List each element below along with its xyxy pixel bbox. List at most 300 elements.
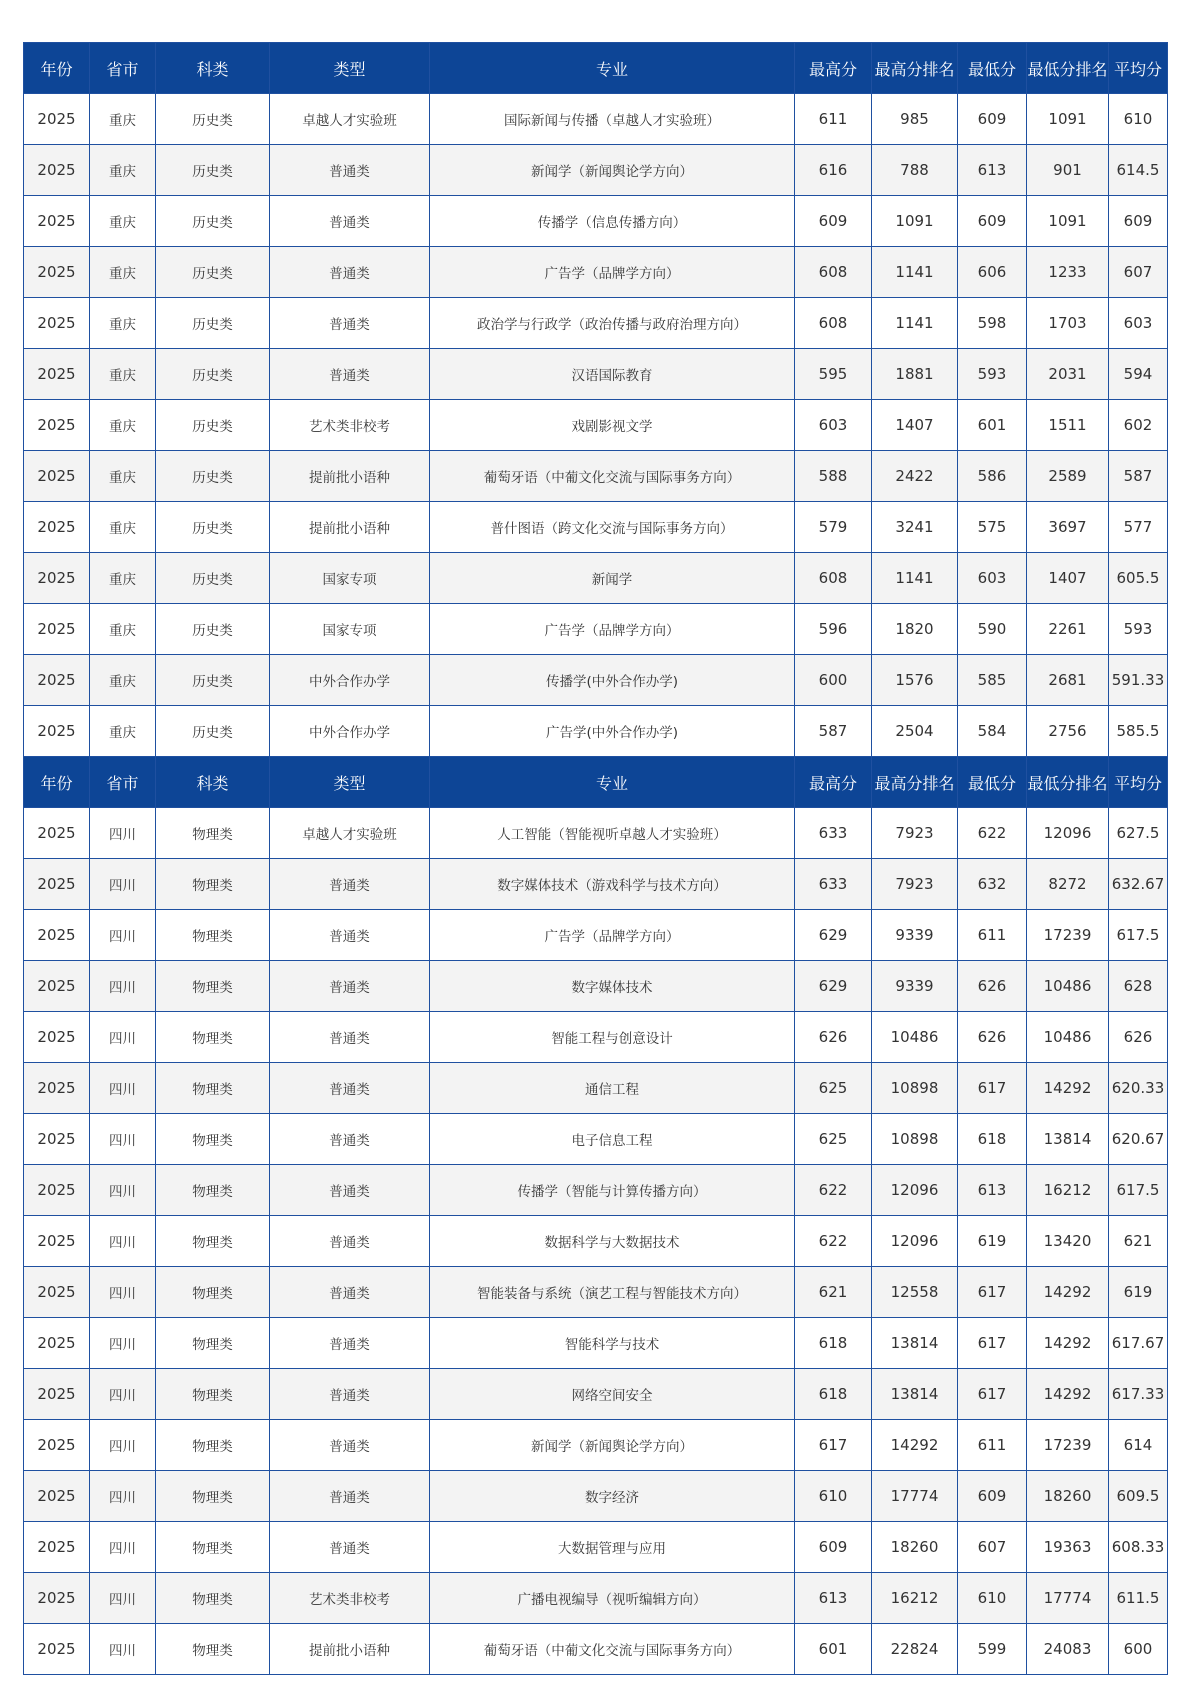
cell-major: 政治学与行政学（政治传播与政府治理方向） (430, 298, 795, 349)
cell-avg-score: 591.33 (1109, 655, 1168, 706)
cell-min-score: 626 (958, 1012, 1027, 1063)
cell-min-rank: 8272 (1027, 859, 1109, 910)
cell-avg-score: 609 (1109, 196, 1168, 247)
header-avg-score: 平均分 (1109, 43, 1168, 94)
cell-year: 2025 (24, 1063, 90, 1114)
cell-subject: 物理类 (156, 1216, 270, 1267)
cell-type: 普通类 (270, 1165, 430, 1216)
cell-year: 2025 (24, 1522, 90, 1573)
cell-max-rank: 10486 (872, 1012, 958, 1063)
table-row (24, 1573, 1168, 1624)
table-header-row (24, 43, 1168, 94)
cell-year: 2025 (24, 1471, 90, 1522)
cell-year: 2025 (24, 1369, 90, 1420)
cell-major: 新闻学（新闻舆论学方向） (430, 1420, 795, 1471)
cell-major: 广告学（品牌学方向） (430, 604, 795, 655)
cell-max-score: 609 (795, 1522, 872, 1573)
cell-type: 提前批小语种 (270, 502, 430, 553)
cell-major: 国际新闻与传播（卓越人才实验班） (430, 94, 795, 145)
cell-major: 大数据管理与应用 (430, 1522, 795, 1573)
table-body (24, 43, 1168, 1675)
cell-min-score: 610 (958, 1573, 1027, 1624)
table-row (24, 1624, 1168, 1675)
cell-type: 普通类 (270, 859, 430, 910)
cell-max-rank: 7923 (872, 859, 958, 910)
cell-min-score: 584 (958, 706, 1027, 757)
cell-year: 2025 (24, 961, 90, 1012)
cell-major: 传播学（信息传播方向） (430, 196, 795, 247)
cell-subject: 历史类 (156, 451, 270, 502)
cell-major: 人工智能（智能视听卓越人才实验班） (430, 808, 795, 859)
cell-subject: 物理类 (156, 1624, 270, 1675)
cell-min-score: 575 (958, 502, 1027, 553)
cell-min-rank: 1091 (1027, 196, 1109, 247)
cell-type: 国家专项 (270, 604, 430, 655)
cell-province: 四川 (90, 1624, 156, 1675)
cell-type: 艺术类非校考 (270, 1573, 430, 1624)
cell-max-score: 603 (795, 400, 872, 451)
table-row (24, 451, 1168, 502)
cell-subject: 历史类 (156, 247, 270, 298)
cell-max-score: 587 (795, 706, 872, 757)
cell-avg-score: 587 (1109, 451, 1168, 502)
cell-year: 2025 (24, 655, 90, 706)
cell-min-score: 618 (958, 1114, 1027, 1165)
cell-max-score: 625 (795, 1063, 872, 1114)
cell-year: 2025 (24, 94, 90, 145)
cell-max-score: 596 (795, 604, 872, 655)
table-row (24, 553, 1168, 604)
table-row (24, 400, 1168, 451)
cell-type: 普通类 (270, 145, 430, 196)
cell-major: 传播学(中外合作办学) (430, 655, 795, 706)
cell-min-rank: 901 (1027, 145, 1109, 196)
cell-avg-score: 619 (1109, 1267, 1168, 1318)
cell-max-rank: 10898 (872, 1063, 958, 1114)
cell-subject: 历史类 (156, 553, 270, 604)
cell-year: 2025 (24, 247, 90, 298)
cell-min-score: 626 (958, 961, 1027, 1012)
cell-type: 普通类 (270, 961, 430, 1012)
cell-avg-score: 617.5 (1109, 1165, 1168, 1216)
cell-min-score: 611 (958, 1420, 1027, 1471)
cell-province: 重庆 (90, 145, 156, 196)
cell-major: 广告学（品牌学方向） (430, 910, 795, 961)
cell-max-rank: 2504 (872, 706, 958, 757)
table-row (24, 655, 1168, 706)
cell-min-rank: 1511 (1027, 400, 1109, 451)
cell-max-rank: 22824 (872, 1624, 958, 1675)
cell-avg-score: 620.67 (1109, 1114, 1168, 1165)
header-subject: 科类 (156, 757, 270, 808)
cell-province: 四川 (90, 1522, 156, 1573)
table-row (24, 247, 1168, 298)
cell-max-score: 600 (795, 655, 872, 706)
cell-province: 重庆 (90, 298, 156, 349)
cell-min-rank: 14292 (1027, 1267, 1109, 1318)
table-row (24, 1165, 1168, 1216)
cell-min-rank: 10486 (1027, 961, 1109, 1012)
cell-min-rank: 2261 (1027, 604, 1109, 655)
table-row (24, 1369, 1168, 1420)
admission-score-table (23, 42, 1168, 1675)
cell-subject: 物理类 (156, 1573, 270, 1624)
cell-year: 2025 (24, 1624, 90, 1675)
cell-min-rank: 14292 (1027, 1318, 1109, 1369)
cell-year: 2025 (24, 553, 90, 604)
cell-avg-score: 614 (1109, 1420, 1168, 1471)
cell-major: 葡萄牙语（中葡文化交流与国际事务方向） (430, 451, 795, 502)
cell-max-rank: 1407 (872, 400, 958, 451)
cell-max-rank: 13814 (872, 1369, 958, 1420)
cell-max-rank: 1141 (872, 553, 958, 604)
cell-subject: 历史类 (156, 604, 270, 655)
cell-province: 四川 (90, 1318, 156, 1369)
cell-major: 数字经济 (430, 1471, 795, 1522)
cell-avg-score: 627.5 (1109, 808, 1168, 859)
cell-avg-score: 617.33 (1109, 1369, 1168, 1420)
cell-type: 提前批小语种 (270, 1624, 430, 1675)
cell-type: 普通类 (270, 349, 430, 400)
table-row (24, 196, 1168, 247)
cell-type: 普通类 (270, 1471, 430, 1522)
cell-max-rank: 1091 (872, 196, 958, 247)
cell-type: 普通类 (270, 1369, 430, 1420)
cell-subject: 物理类 (156, 1471, 270, 1522)
cell-max-score: 611 (795, 94, 872, 145)
cell-max-score: 588 (795, 451, 872, 502)
cell-year: 2025 (24, 145, 90, 196)
cell-subject: 历史类 (156, 502, 270, 553)
cell-province: 四川 (90, 961, 156, 1012)
cell-min-score: 619 (958, 1216, 1027, 1267)
cell-avg-score: 577 (1109, 502, 1168, 553)
cell-max-rank: 12096 (872, 1216, 958, 1267)
cell-type: 中外合作办学 (270, 706, 430, 757)
cell-year: 2025 (24, 1573, 90, 1624)
cell-subject: 历史类 (156, 298, 270, 349)
cell-avg-score: 603 (1109, 298, 1168, 349)
cell-max-rank: 12096 (872, 1165, 958, 1216)
cell-year: 2025 (24, 451, 90, 502)
header-min-score: 最低分 (958, 43, 1027, 94)
cell-max-score: 613 (795, 1573, 872, 1624)
cell-province: 重庆 (90, 655, 156, 706)
cell-min-score: 617 (958, 1318, 1027, 1369)
cell-major: 传播学（智能与计算传播方向） (430, 1165, 795, 1216)
cell-major: 数字媒体技术 (430, 961, 795, 1012)
table-row (24, 145, 1168, 196)
cell-subject: 历史类 (156, 655, 270, 706)
cell-major: 网络空间安全 (430, 1369, 795, 1420)
cell-max-score: 609 (795, 196, 872, 247)
cell-max-score: 610 (795, 1471, 872, 1522)
header-type: 类型 (270, 43, 430, 94)
cell-type: 普通类 (270, 1318, 430, 1369)
cell-min-rank: 2681 (1027, 655, 1109, 706)
cell-max-score: 633 (795, 808, 872, 859)
cell-type: 普通类 (270, 1267, 430, 1318)
header-max-rank: 最高分排名 (872, 757, 958, 808)
cell-avg-score: 602 (1109, 400, 1168, 451)
cell-min-score: 617 (958, 1369, 1027, 1420)
header-province: 省市 (90, 43, 156, 94)
cell-min-score: 609 (958, 196, 1027, 247)
cell-min-score: 617 (958, 1267, 1027, 1318)
cell-major: 广告学(中外合作办学) (430, 706, 795, 757)
cell-avg-score: 609.5 (1109, 1471, 1168, 1522)
cell-subject: 物理类 (156, 1114, 270, 1165)
cell-major: 数字媒体技术（游戏科学与技术方向） (430, 859, 795, 910)
cell-max-rank: 1576 (872, 655, 958, 706)
cell-min-rank: 17239 (1027, 1420, 1109, 1471)
table-row (24, 604, 1168, 655)
cell-max-rank: 1881 (872, 349, 958, 400)
cell-min-score: 603 (958, 553, 1027, 604)
table-row (24, 1318, 1168, 1369)
cell-year: 2025 (24, 808, 90, 859)
cell-min-rank: 2589 (1027, 451, 1109, 502)
cell-avg-score: 617.67 (1109, 1318, 1168, 1369)
cell-min-rank: 14292 (1027, 1369, 1109, 1420)
table-row (24, 1063, 1168, 1114)
cell-type: 中外合作办学 (270, 655, 430, 706)
header-type: 类型 (270, 757, 430, 808)
cell-min-rank: 13814 (1027, 1114, 1109, 1165)
cell-subject: 历史类 (156, 145, 270, 196)
cell-year: 2025 (24, 349, 90, 400)
cell-avg-score: 620.33 (1109, 1063, 1168, 1114)
cell-major: 广播电视编导（视听编辑方向） (430, 1573, 795, 1624)
cell-min-score: 632 (958, 859, 1027, 910)
table-row (24, 961, 1168, 1012)
cell-min-rank: 1407 (1027, 553, 1109, 604)
cell-max-rank: 17774 (872, 1471, 958, 1522)
cell-min-score: 611 (958, 910, 1027, 961)
cell-min-rank: 17239 (1027, 910, 1109, 961)
cell-province: 四川 (90, 1063, 156, 1114)
cell-max-rank: 9339 (872, 961, 958, 1012)
cell-year: 2025 (24, 910, 90, 961)
header-avg-score: 平均分 (1109, 757, 1168, 808)
cell-type: 普通类 (270, 1012, 430, 1063)
cell-subject: 物理类 (156, 1165, 270, 1216)
cell-major: 智能工程与创意设计 (430, 1012, 795, 1063)
cell-min-score: 613 (958, 1165, 1027, 1216)
cell-year: 2025 (24, 1318, 90, 1369)
header-min-rank: 最低分排名 (1027, 43, 1109, 94)
cell-avg-score: 607 (1109, 247, 1168, 298)
cell-subject: 历史类 (156, 706, 270, 757)
cell-avg-score: 632.67 (1109, 859, 1168, 910)
cell-min-rank: 18260 (1027, 1471, 1109, 1522)
cell-min-score: 622 (958, 808, 1027, 859)
cell-subject: 物理类 (156, 1522, 270, 1573)
cell-max-rank: 1820 (872, 604, 958, 655)
table-row (24, 1012, 1168, 1063)
cell-year: 2025 (24, 1114, 90, 1165)
header-year: 年份 (24, 757, 90, 808)
cell-subject: 物理类 (156, 1012, 270, 1063)
header-subject: 科类 (156, 43, 270, 94)
cell-min-rank: 14292 (1027, 1063, 1109, 1114)
cell-max-rank: 1141 (872, 298, 958, 349)
table-row (24, 349, 1168, 400)
cell-subject: 物理类 (156, 808, 270, 859)
cell-max-rank: 18260 (872, 1522, 958, 1573)
cell-subject: 历史类 (156, 94, 270, 145)
header-max-rank: 最高分排名 (872, 43, 958, 94)
cell-province: 四川 (90, 1216, 156, 1267)
header-max-score: 最高分 (795, 43, 872, 94)
cell-subject: 物理类 (156, 859, 270, 910)
cell-major: 戏剧影视文学 (430, 400, 795, 451)
cell-max-score: 608 (795, 247, 872, 298)
cell-province: 重庆 (90, 502, 156, 553)
cell-min-rank: 16212 (1027, 1165, 1109, 1216)
cell-max-rank: 788 (872, 145, 958, 196)
cell-type: 普通类 (270, 910, 430, 961)
cell-max-rank: 14292 (872, 1420, 958, 1471)
cell-max-rank: 16212 (872, 1573, 958, 1624)
cell-year: 2025 (24, 1216, 90, 1267)
cell-year: 2025 (24, 1165, 90, 1216)
cell-avg-score: 585.5 (1109, 706, 1168, 757)
cell-subject: 历史类 (156, 349, 270, 400)
cell-subject: 历史类 (156, 400, 270, 451)
cell-min-rank: 1091 (1027, 94, 1109, 145)
header-min-rank: 最低分排名 (1027, 757, 1109, 808)
table-row (24, 1267, 1168, 1318)
cell-province: 四川 (90, 1165, 156, 1216)
cell-type: 普通类 (270, 1114, 430, 1165)
cell-province: 四川 (90, 1267, 156, 1318)
cell-major: 广告学（品牌学方向） (430, 247, 795, 298)
cell-avg-score: 608.33 (1109, 1522, 1168, 1573)
cell-year: 2025 (24, 502, 90, 553)
cell-type: 卓越人才实验班 (270, 94, 430, 145)
cell-max-score: 595 (795, 349, 872, 400)
cell-year: 2025 (24, 196, 90, 247)
cell-major: 新闻学（新闻舆论学方向） (430, 145, 795, 196)
cell-max-score: 617 (795, 1420, 872, 1471)
cell-min-score: 617 (958, 1063, 1027, 1114)
cell-max-rank: 12558 (872, 1267, 958, 1318)
cell-max-score: 626 (795, 1012, 872, 1063)
cell-major: 葡萄牙语（中葡文化交流与国际事务方向） (430, 1624, 795, 1675)
cell-max-score: 621 (795, 1267, 872, 1318)
cell-subject: 物理类 (156, 961, 270, 1012)
cell-province: 重庆 (90, 706, 156, 757)
cell-min-score: 606 (958, 247, 1027, 298)
table-row (24, 910, 1168, 961)
cell-min-score: 599 (958, 1624, 1027, 1675)
cell-min-score: 609 (958, 94, 1027, 145)
table-row (24, 1471, 1168, 1522)
cell-avg-score: 617.5 (1109, 910, 1168, 961)
cell-year: 2025 (24, 859, 90, 910)
cell-min-score: 607 (958, 1522, 1027, 1573)
table-row (24, 1522, 1168, 1573)
cell-province: 重庆 (90, 553, 156, 604)
cell-subject: 历史类 (156, 196, 270, 247)
cell-max-score: 608 (795, 553, 872, 604)
cell-min-rank: 19363 (1027, 1522, 1109, 1573)
cell-province: 重庆 (90, 604, 156, 655)
cell-province: 四川 (90, 1012, 156, 1063)
cell-major: 数据科学与大数据技术 (430, 1216, 795, 1267)
cell-min-score: 586 (958, 451, 1027, 502)
cell-type: 卓越人才实验班 (270, 808, 430, 859)
header-major: 专业 (430, 43, 795, 94)
cell-type: 国家专项 (270, 553, 430, 604)
cell-province: 四川 (90, 910, 156, 961)
table-header-row (24, 757, 1168, 808)
cell-subject: 物理类 (156, 1267, 270, 1318)
cell-province: 四川 (90, 808, 156, 859)
table-row (24, 1114, 1168, 1165)
header-year: 年份 (24, 43, 90, 94)
cell-min-score: 585 (958, 655, 1027, 706)
cell-year: 2025 (24, 706, 90, 757)
cell-province: 四川 (90, 1471, 156, 1522)
cell-max-rank: 1141 (872, 247, 958, 298)
cell-type: 普通类 (270, 1420, 430, 1471)
cell-province: 重庆 (90, 451, 156, 502)
score-table-container (23, 42, 1167, 1675)
cell-max-score: 629 (795, 961, 872, 1012)
cell-type: 提前批小语种 (270, 451, 430, 502)
cell-avg-score: 594 (1109, 349, 1168, 400)
cell-max-score: 625 (795, 1114, 872, 1165)
table-row (24, 859, 1168, 910)
cell-year: 2025 (24, 1420, 90, 1471)
cell-max-score: 601 (795, 1624, 872, 1675)
cell-avg-score: 611.5 (1109, 1573, 1168, 1624)
header-max-score: 最高分 (795, 757, 872, 808)
cell-max-score: 622 (795, 1165, 872, 1216)
cell-min-rank: 17774 (1027, 1573, 1109, 1624)
cell-max-score: 633 (795, 859, 872, 910)
header-major: 专业 (430, 757, 795, 808)
table-row (24, 808, 1168, 859)
cell-avg-score: 600 (1109, 1624, 1168, 1675)
cell-max-rank: 7923 (872, 808, 958, 859)
cell-max-score: 616 (795, 145, 872, 196)
cell-major: 智能装备与系统（演艺工程与智能技术方向） (430, 1267, 795, 1318)
header-province: 省市 (90, 757, 156, 808)
cell-max-rank: 10898 (872, 1114, 958, 1165)
table-row (24, 706, 1168, 757)
cell-max-score: 618 (795, 1369, 872, 1420)
cell-province: 重庆 (90, 247, 156, 298)
cell-min-rank: 3697 (1027, 502, 1109, 553)
cell-min-score: 613 (958, 145, 1027, 196)
cell-min-rank: 1233 (1027, 247, 1109, 298)
cell-type: 普通类 (270, 1522, 430, 1573)
cell-subject: 物理类 (156, 1318, 270, 1369)
table-row (24, 94, 1168, 145)
cell-major: 电子信息工程 (430, 1114, 795, 1165)
cell-max-score: 622 (795, 1216, 872, 1267)
cell-max-rank: 985 (872, 94, 958, 145)
table-row (24, 502, 1168, 553)
cell-major: 通信工程 (430, 1063, 795, 1114)
cell-avg-score: 628 (1109, 961, 1168, 1012)
cell-type: 普通类 (270, 298, 430, 349)
cell-province: 重庆 (90, 349, 156, 400)
cell-subject: 物理类 (156, 910, 270, 961)
